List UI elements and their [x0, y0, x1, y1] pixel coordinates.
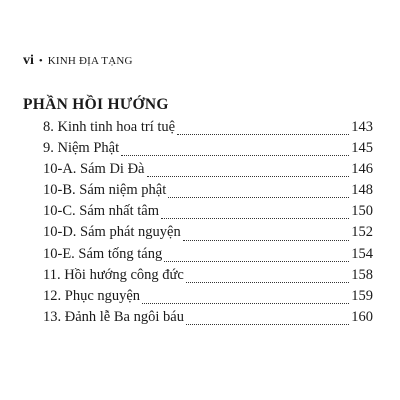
toc-entry-page: 159	[351, 287, 373, 304]
dot-leader	[186, 323, 349, 325]
toc-entry-page: 145	[351, 140, 373, 157]
book-title: KINH ĐỊA TẠNG	[47, 55, 133, 67]
dot-leader	[183, 239, 350, 241]
toc-entry-label: 10-D. Sám phát nguyện	[43, 224, 181, 241]
toc-entry[interactable]	[43, 203, 373, 224]
dot-leader	[168, 196, 349, 198]
toc-entry-label: 10-E. Sám tống táng	[43, 245, 163, 262]
toc-entry[interactable]	[43, 182, 373, 203]
toc-entry[interactable]	[43, 246, 373, 267]
dot-leader	[121, 154, 349, 156]
toc-entry-page: 150	[351, 203, 373, 220]
toc-entry[interactable]	[43, 267, 373, 288]
dot-leader	[177, 133, 349, 135]
toc-entry-page: 160	[351, 308, 373, 325]
toc-entry[interactable]	[43, 224, 373, 245]
page-number: vi	[23, 53, 34, 68]
toc-entry[interactable]	[43, 309, 373, 330]
toc-entry-label: 9. Niệm Phật	[43, 140, 120, 157]
toc-entry-page: 152	[351, 224, 373, 241]
toc-entry-page: 158	[351, 266, 373, 283]
dot-leader	[164, 260, 349, 262]
toc-entry-page: 154	[351, 245, 373, 262]
toc-entry-label: 8. Kinh tinh hoa trí tuệ	[43, 119, 176, 135]
toc-entry-page: 143	[351, 119, 373, 135]
dot-leader	[142, 302, 349, 304]
bullet-separator: •	[38, 55, 43, 67]
toc-entry-page: 148	[351, 182, 373, 199]
toc-entry-label: 12. Phục nguyện	[43, 287, 141, 304]
section-title: PHẦN HỒI HƯỚNG	[23, 96, 169, 113]
dot-leader	[161, 217, 349, 219]
toc-entry-page: 146	[351, 161, 373, 178]
toc-entry-label: 13. Đảnh lễ Ba ngôi báu	[43, 308, 184, 325]
toc-entry[interactable]	[43, 288, 373, 309]
table-of-contents	[43, 119, 373, 330]
toc-entry-label: 11. Hồi hướng công đức	[43, 266, 184, 283]
toc-entry-label: 10-C. Sám nhất tâm	[43, 203, 159, 220]
dot-leader	[147, 175, 350, 177]
toc-entry[interactable]	[43, 140, 373, 161]
toc-entry[interactable]	[43, 161, 373, 182]
dot-leader	[186, 281, 349, 283]
toc-entry-label: 10-B. Sám niệm phật	[43, 182, 167, 199]
toc-entry-label: 10-A. Sám Di Đà	[43, 161, 145, 178]
running-head	[23, 53, 133, 69]
toc-entry[interactable]	[43, 119, 373, 140]
